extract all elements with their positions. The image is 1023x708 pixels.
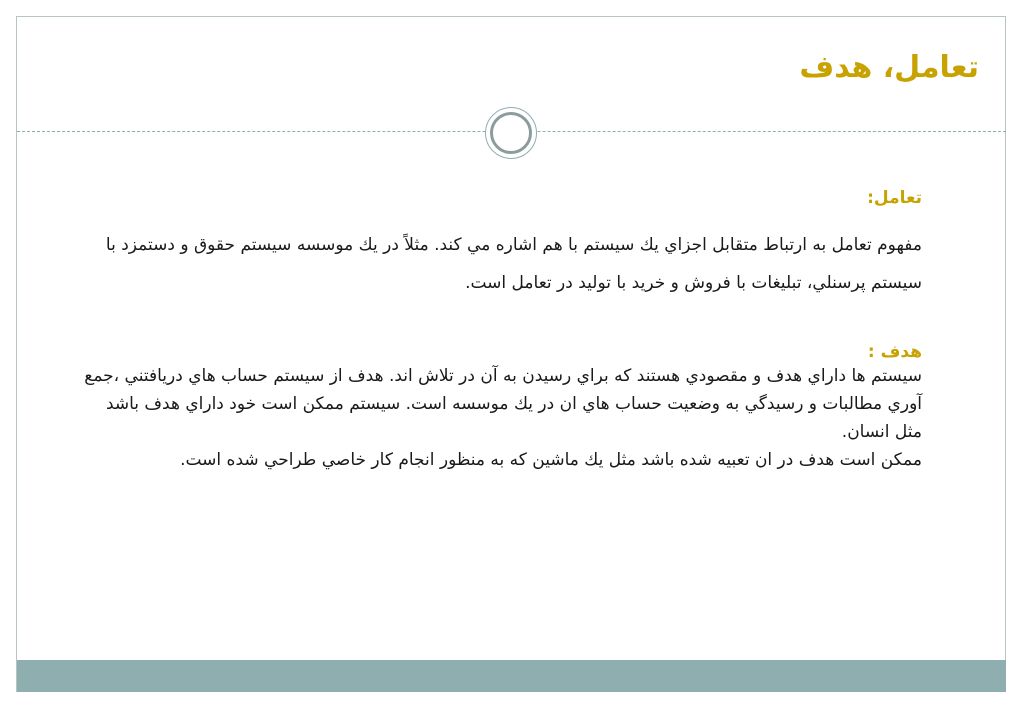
section-interaction xyxy=(82,188,922,302)
goal-paragraph-1: سيستم ها داراي هدف و مقصودي هستند كه براي رسيدن به آن در تلاش اند. هدف از سيستم حساب هاي دريافتني ،جمع آوري مطالبات و رسيدگي به وضعيت حساب هاي ان در يك موسسه است. سيستم ممكن است خود داراي هدف باشد مثل انسان. xyxy=(84,366,922,442)
interaction-paragraph: مفهوم تعامل به ارتباط متقابل اجزاي يك سيستم با هم اشاره مي كند. مثلاً در يك موسسه سيستم حقوق و دستمزد با سيستم پرسنلي، تبليغات با فروش و خريد با توليد در تعامل است. xyxy=(105,235,922,293)
divider-ring-icon xyxy=(490,112,532,154)
section-heading-goal: هدف : xyxy=(867,342,922,362)
slide-title: تعامل، هدف xyxy=(799,50,979,85)
goal-paragraph-2: ممكن است هدف در ان تعبيه شده باشد مثل يك ماشين كه به منظور انجام كار خاصي طراحي شده است. xyxy=(180,450,922,470)
section-goal xyxy=(82,342,922,474)
section-heading-interaction: تعامل: xyxy=(867,188,922,208)
footer-bar xyxy=(17,660,1006,692)
